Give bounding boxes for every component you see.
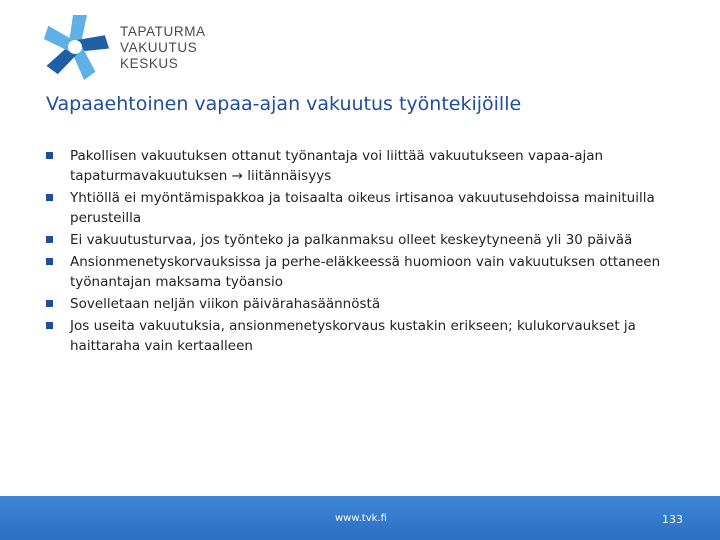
square-bullet-icon [46, 194, 53, 201]
bullet-text: Sovelletaan neljän viikon päivärahasäännöstä [70, 296, 381, 312]
square-bullet-icon [46, 322, 53, 329]
bullet-text: Yhtiöllä ei myöntämispakkoa ja toisaalta oikeus irtisanoa vakuutusehdoissa mainituilla perusteilla [70, 190, 655, 226]
bullet-item [46, 294, 696, 314]
bullet-item [46, 188, 696, 228]
bullet-item [46, 316, 696, 356]
bullet-list [46, 146, 696, 358]
logo-line: TAPATURMA [120, 24, 206, 39]
page-number: 133 [662, 513, 683, 526]
footer-bar [0, 496, 720, 540]
square-bullet-icon [46, 300, 53, 307]
bullet-text: Pakollisen vakuutuksen ottanut työnantaja voi liittää vakuutukseen vapaa-ajan tapaturmavakuutuksen → liitännäisyys [70, 148, 604, 184]
bullet-item [46, 230, 696, 250]
square-bullet-icon [46, 236, 53, 243]
bullet-text: Ei vakuutusturvaa, jos työnteko ja palkanmaksu olleet keskeytyneenä yli 30 päivää [70, 232, 633, 248]
bullet-item [46, 252, 696, 292]
bullet-text: Jos useita vakuutuksia, ansionmenetyskorvaus kustakin erikseen; kulukorvaukset ja haittaraha vain kertaalleen [70, 318, 636, 354]
footer-url[interactable]: www.tvk.fi [335, 513, 387, 524]
tvk-logo [36, 12, 226, 82]
bullet-item [46, 146, 696, 186]
logo-line: KESKUS [120, 56, 179, 71]
slide-title: Vapaaehtoinen vapaa-ajan vakuutus työntekijöille [46, 93, 522, 115]
square-bullet-icon [46, 152, 53, 159]
bullet-text: Ansionmenetyskorvauksissa ja perhe-eläkkeessä huomioon vain vakuutuksen ottaneen työnantajan maksama työansio [70, 254, 661, 290]
logo-wordmark [120, 24, 206, 72]
square-bullet-icon [46, 258, 53, 265]
star-logo-icon [36, 12, 114, 82]
logo-line: VAKUUTUS [120, 40, 198, 55]
